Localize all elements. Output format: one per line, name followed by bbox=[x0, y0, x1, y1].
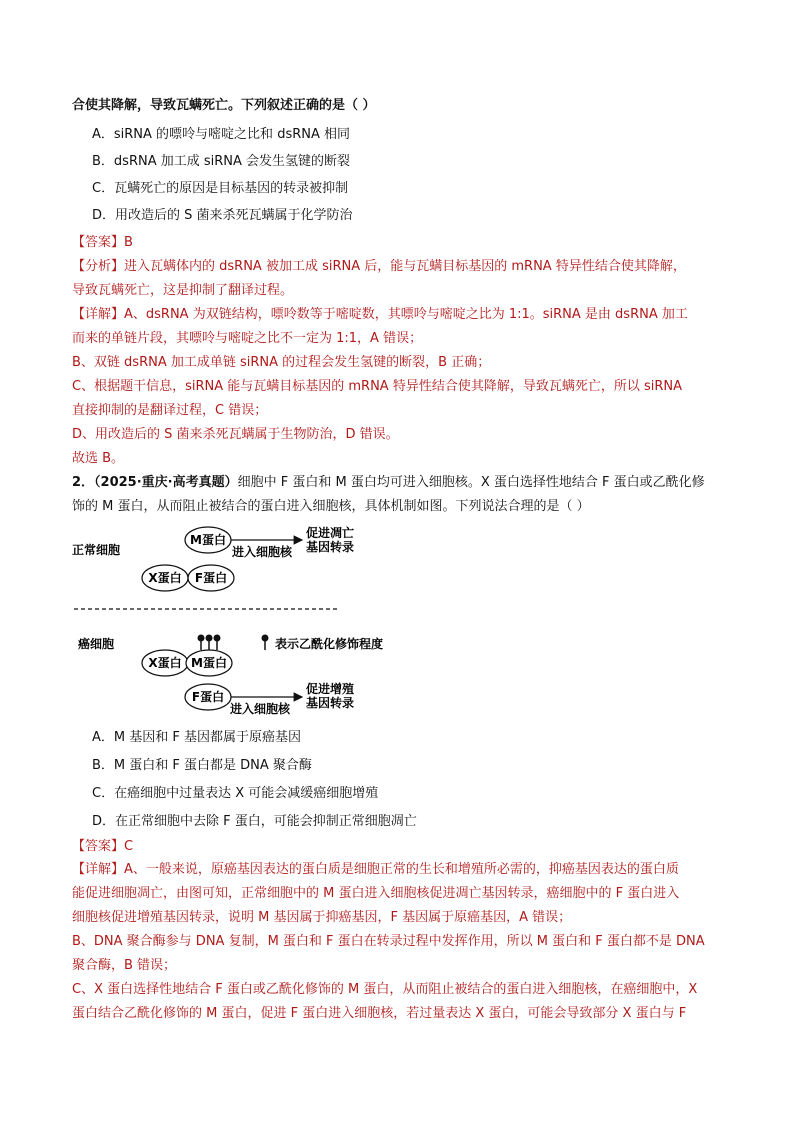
cancer-result-line2: 基因转录 bbox=[306, 696, 355, 710]
m-protein-cancer-label: M蛋白 bbox=[191, 656, 227, 670]
q2-option-d: D．在正常细胞中去除 F 蛋白，可能会抑制正常细胞凋亡 bbox=[92, 814, 417, 829]
q1-detail-line3: B、双链 dsRNA 加工成单链 siRNA 的过程会发生氢键的断裂，B 正确； bbox=[72, 355, 491, 370]
q1-option-d: D．用改造后的 S 菌来杀死瓦螨属于化学防治 bbox=[92, 208, 353, 223]
cancer-enter-nucleus: 进入细胞核 bbox=[230, 702, 291, 716]
cancer-result-line1: 促进增殖 bbox=[306, 682, 355, 696]
q1-detail-line1: 【详解】A、dsRNA 为双链结构，嘌呤数等于嘧啶数，其嘌呤与嘧啶之比为 1:1。siRNA 是由 dsRNA 加工 bbox=[72, 307, 688, 322]
q1-analysis-line1: 【分析】进入瓦螨体内的 dsRNA 被加工成 siRNA 后，能与瓦螨目标基因的 mRNA 特异性结合使其降解， bbox=[72, 259, 686, 274]
q1-detail-line2: 而来的单链片段，其嘌呤与嘧啶之比不一定为 1:1，A 错误； bbox=[72, 331, 423, 346]
acetylation-legend-text: 表示乙酰化修饰程度 bbox=[275, 637, 384, 651]
normal-cell-label: 正常细胞 bbox=[72, 543, 121, 557]
acetylation-legend-icon bbox=[262, 635, 269, 651]
q2-detail-line7: 蛋白结合乙酰化修饰的 M 蛋白，促进 F 蛋白进入细胞核，若过量表达 X 蛋白，可能会导致部分 X 蛋白与 F bbox=[72, 1006, 687, 1021]
cancer-cell-label: 癌细胞 bbox=[78, 637, 115, 651]
q1-detail-line6: D、用改造后的 S 菌来杀死瓦螨属于生物防治，D 错误。 bbox=[72, 427, 399, 442]
q1-option-c: C．瓦螨死亡的原因是目标基因的转录被抑制 bbox=[92, 181, 349, 196]
f-protein-cancer-label: F蛋白 bbox=[191, 690, 225, 704]
q2-number: 2． bbox=[72, 475, 95, 490]
q1-detail-line5: 直接抑制的是翻译过程，C 错误； bbox=[72, 403, 268, 418]
q1-detail-line4: C、根据题干信息，siRNA 能与瓦螨目标基因的 mRNA 特异性结合使其降解，导致瓦螨死亡，所以 siRNA bbox=[72, 379, 682, 394]
mechanism-diagram bbox=[72, 520, 432, 720]
q2-stem-line2: 饰的 M 蛋白，从而阻止被结合的蛋白进入细胞核，具体机制如图。下列说法合理的是（ ） bbox=[72, 499, 590, 514]
q1-detail-line7: 故选 B。 bbox=[72, 451, 125, 466]
q2-detail-line4: B、DNA 聚合酶参与 DNA 复制，M 蛋白和 F 蛋白在转录过程中发挥作用，所以 M 蛋白和 F 蛋白都不是 DNA bbox=[72, 934, 705, 949]
q2-stem-line1 bbox=[72, 473, 705, 493]
normal-result-line2: 基因转录 bbox=[306, 540, 355, 554]
m-protein-normal-label: M蛋白 bbox=[190, 533, 226, 547]
acetylation-pins-icon bbox=[198, 635, 221, 651]
x-protein-normal-label: X蛋白 bbox=[148, 571, 182, 585]
q2-option-a: A．M 基因和 F 基因都属于原癌基因 bbox=[92, 730, 301, 745]
q2-detail-line6: C、X 蛋白选择性地结合 F 蛋白或乙酰化修饰的 M 蛋白，从而阻止被结合的蛋白进入细胞核，在癌细胞中，X bbox=[72, 982, 698, 997]
q1-option-a: A．siRNA 的嘌呤与嘧啶之比和 dsRNA 相同 bbox=[92, 127, 351, 142]
q2-option-c: C．在癌细胞中过量表达 X 可能会减缓癌细胞增殖 bbox=[92, 786, 379, 801]
q1-answer: 【答案】B bbox=[72, 235, 133, 250]
q1-option-b: B．dsRNA 加工成 siRNA 会发生氢键的断裂 bbox=[92, 154, 351, 169]
q2-stem-text: 细胞中 F 蛋白和 M 蛋白均可进入细胞核。X 蛋白选择性地结合 F 蛋白或乙酰化修 bbox=[237, 475, 705, 490]
q2-detail-line2: 能促进细胞凋亡，由图可知，正常细胞中的 M 蛋白进入细胞核促进凋亡基因转录，癌细胞中的 F 蛋白进入 bbox=[72, 886, 680, 901]
q2-source: （2025·重庆·高考真题） bbox=[94, 475, 238, 490]
f-protein-normal-label: F蛋白 bbox=[194, 571, 228, 585]
normal-enter-nucleus: 进入细胞核 bbox=[232, 545, 293, 559]
q2-detail-line5: 聚合酶，B 错误； bbox=[72, 958, 177, 973]
normal-result-line1: 促进凋亡 bbox=[306, 526, 355, 540]
q2-detail-line3: 细胞核促进增殖基因转录，说明 M 基因属于抑癌基因，F 基因属于原癌基因，A 错误； bbox=[72, 910, 572, 925]
x-protein-cancer-label: X蛋白 bbox=[148, 656, 182, 670]
q2-option-b: B．M 蛋白和 F 蛋白都是 DNA 聚合酶 bbox=[92, 758, 312, 773]
q2-answer: 【答案】C bbox=[72, 839, 134, 854]
q1-stem-tail: 合使其降解，导致瓦螨死亡。下列叙述正确的是（ ） bbox=[72, 98, 376, 113]
q2-detail-line1: 【详解】A、一般来说，原癌基因表达的蛋白质是细胞正常的生长和增殖所必需的，抑癌基因表达的蛋白质 bbox=[72, 862, 679, 877]
q1-analysis-line2: 导致瓦螨死亡，这是抑制了翻译过程。 bbox=[72, 283, 294, 298]
